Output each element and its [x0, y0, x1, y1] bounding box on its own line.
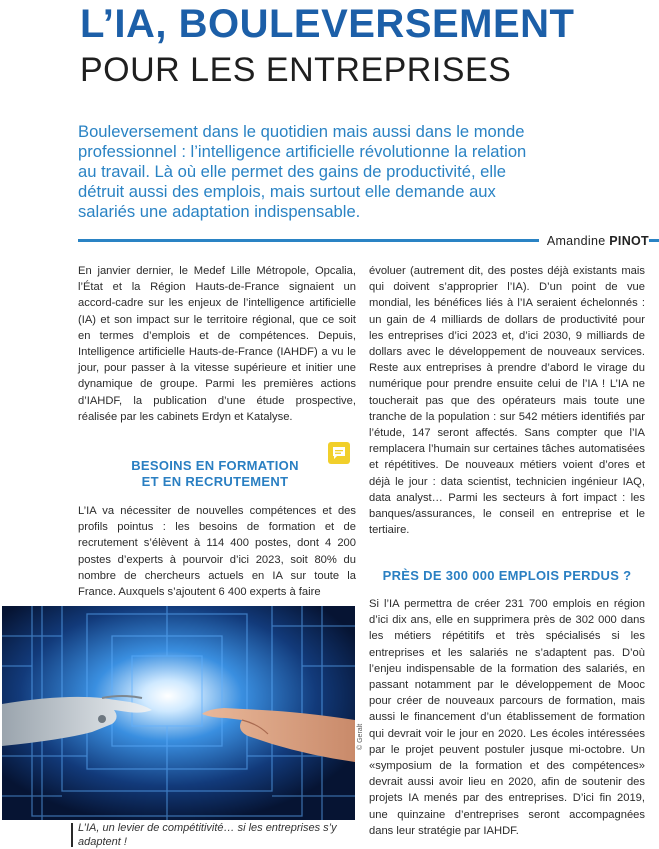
right-column	[369, 263, 645, 538]
lead-line: Bouleversement dans le quotidien mais aussi dans le monde	[78, 122, 525, 141]
paragraph: En janvier dernier, le Medef Lille Métropole, Opcalia, l’État et la Région Hauts-de-France signaient un accord-cadre sur les enjeux de l’intelligence artificielle (IA) et son impact sur le territoire régional, que ce soit en termes d’emplois et de compétences. Depuis, Intelligence artificielle Hauts-de-France (IAHDF) a vu le jour, pour passer à la vitesse supérieure et initier une dynamique de groupe. Parmi les premières actions d’IAHDF, la publication d’une étude prospective, réalisée par les cabinets Erdyn et Katalyse.	[78, 265, 356, 423]
lead-line: professionnel : l’intelligence artificielle révolutionne la relation	[78, 142, 527, 161]
paragraph: Si l’IA permettra de créer 231 700 emplois en région d’ici dix ans, elle en supprimera près de 302 000 dans les métiers répétitifs et très spécialisés si les entreprises et les salariés ne s’adaptent pas. D’où l’enjeu indispensable de la formation des salariés, en passant notamment par le développement de Mooc pour créer de nouveaux parcours de formation, mais aussi le financement d’un établissement de formation qui devrait voir le jour en 2020. Les écoles intéressées par le projet peuvent postuler jusque mi-octobre. Un «symposium de la formation et des compétences» devrait aussi avoir lieu en 2020, afin de soutenir des projets IA menés par des entreprises. D’ici fin 2019, une quinzaine d’entreprises seront accompagnées dans leur stratégie par IAHDF.	[369, 598, 645, 837]
article-title-line2: POUR LES ENTREPRISES	[80, 51, 512, 89]
caption-bar	[71, 823, 73, 847]
paragraph: évoluer (autrement dit, des postes déjà existants mais qui doivent s’approprier l’IA). D’un point de vue mondial, les bénéfices liés à l’IA seraient échelonnés : un gain de 4 milliards de dollars de productivité pour les entreprises d’ici 2023 et, d’ici 2030, 9 milliards de dollars avec le développement de nouveaux services. Reste aux entreprises à prendre d’abord le virage du numérique pour prendre ensuite celui de l’IA ! L’IA ne toucherait pas que des opérateurs mais toute une tranche de la population : sur 542 métiers identifiés par l’étude, 147 seront affectés. Sans compter que l’IA remplacera l’humain sur certaines tâches automatisées et répétitives. De nouveaux métiers voient d’ores et déjà le jour : data scientist, technicien ingénieur IAQ, data analyst… Parmi les secteurs à fort impact : les banques/assurances, le conseil en entreprise et le tertiaire.	[369, 265, 645, 537]
subhead-emplois: PRÈS DE 300 000 EMPLOIS PERDUS ?	[382, 568, 632, 583]
photo-caption: L’IA, un levier de compétitivité… si les entreprises s’y adaptent !	[78, 822, 337, 848]
author-byline	[539, 234, 649, 248]
paragraph: L’IA va nécessiter de nouvelles compétences et des profils pointus : les besoins de formation et de recrutement s’élèvent à 114 400 postes, dont 4 200 postes d’experts à pourvoir d’ici 2023, soit 80% du nombre de chercheurs actuels en IA sur toute la France. Auxquels s’ajoutent 6 400 experts à faire	[78, 505, 356, 599]
subhead-line: BESOINS EN FORMATION	[131, 458, 299, 473]
left-column-lower	[78, 503, 356, 600]
photo-credit: © Geralt	[357, 723, 364, 750]
lead-line: au travail. Là où elle permet des gains de productivité, elle	[78, 162, 507, 181]
comment-icon	[328, 442, 350, 464]
author-last-name: PINOT	[609, 234, 649, 248]
lead-line: salariés une adaptation indispensable.	[78, 202, 361, 221]
lead-line: détruit aussi des emplois, mais surtout elle demande aux	[78, 182, 496, 201]
subhead-line: ET EN RECRUTEMENT	[141, 474, 289, 489]
left-column	[78, 263, 356, 425]
article-lead	[78, 122, 588, 222]
article-title-line1: L’IA, BOULEVERSEMENT	[80, 2, 575, 46]
article-photo	[2, 606, 355, 820]
right-column-lower	[369, 596, 645, 839]
subhead-formation	[100, 458, 330, 490]
author-first-name: Amandine	[546, 234, 606, 248]
